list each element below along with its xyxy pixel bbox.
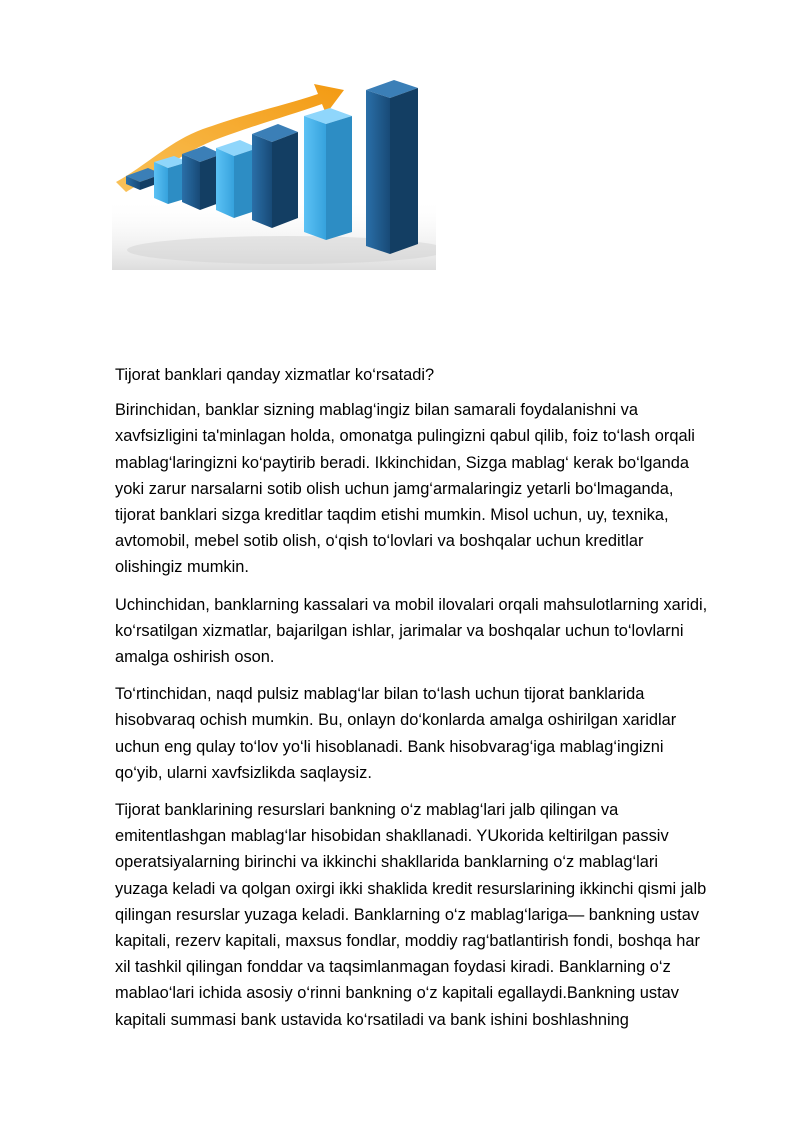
bar-7 xyxy=(366,80,418,254)
bar-4 xyxy=(216,140,258,218)
bar-6 xyxy=(304,108,352,240)
rising-bar-chart-illustration xyxy=(112,78,436,270)
document-body xyxy=(115,362,745,1044)
paragraph-4: Tijorat banklarining resurslari bankning o‘z mablag‘lari jalb qilingan va emitentlashgan mablag‘lar hisobidan shakllanadi. YUkorida keltirilgan passiv operatsiyalarning birinchi va ikkinchi shakllarida banklarning o‘z mablag‘lari yuzaga keladi va qolgan oxirgi ikki shaklida kredit resurslarining ikkinchi qismi jalb qilingan resurslar yuzaga keladi. Banklarning o‘z mablag‘lariga— bankning ustav kapitali, rezerv kapitali, maxsus fondlar, moddiy rag‘batlantirish fondi, boshqa har xil tashkil qilingan fonddar va taqsimlanmagan foydasi kiradi. Banklarning o‘z mablao‘lari ichida asosiy o‘rinni bankning o‘z kapitali egallaydi.Bankning ustav kapitali summasi bank ustavida ko‘rsatiladi va bank ishini boshlashning xyxy=(115,801,707,1029)
paragraph-3: To‘rtinchidan, naqd pulsiz mablag‘lar bilan to‘lash uchun tijorat banklarida hisobvaraq ochish mumkin. Bu, onlayn do‘konlarda amalga oshirilgan xaridlar uchun eng qulay to‘lov yo‘li hisoblanadi. Bank hisobvarag‘iga mablag‘ingizni qo‘yib, ularni xavfsizlikda saqlaysiz. xyxy=(115,685,677,782)
section-heading: Tijorat banklari qanday xizmatlar ko‘rsatadi? xyxy=(115,366,435,384)
bar-chart-arrow-graphic xyxy=(112,78,436,270)
paragraph-1: Birinchidan, banklar sizning mablag‘ingiz bilan samarali foydalanishni va xavfsizligini ta'minlagan holda, omonatga pulingizni qabul qilib, foiz to‘lash orqali mablag‘laringizni ko‘paytirib beradi. Ikkinchidan, Sizga mablag‘ kerak bo‘lganda yoki zarur narsalarni sotib olish uchun jamg‘armalaringiz yetarli bo‘lmaganda, tijorat banklari sizga kreditlar taqdim etishi mumkin. Misol uchun, uy, texnika, avtomobil, mebel sotib olish, o‘qish to‘lovlari va boshqalar uchun kreditlar olishingiz mumkin. xyxy=(115,401,695,577)
paragraph-2: Uchinchidan, banklarning kassalari va mobil ilovalari orqali mahsulotlarning xaridi, ko‘rsatilgan xizmatlar, bajarilgan ishlar, jarimalar va boshqalar uchun to‘lovlarni amalga oshirish oson. xyxy=(115,595,708,667)
bar-5 xyxy=(252,124,298,228)
